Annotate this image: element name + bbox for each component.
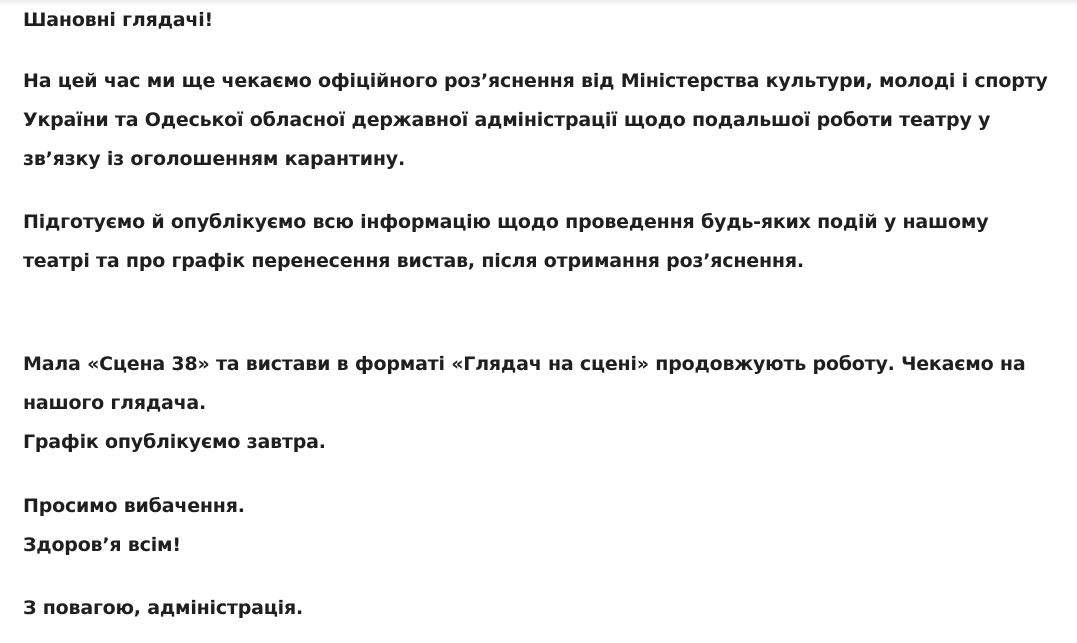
paragraph-line: театрі та про графік перенесення вистав, після отримання роз’яснення. — [23, 250, 804, 272]
paragraph-apology — [23, 487, 245, 565]
paragraph-line: Здоров’я всім! — [23, 534, 181, 556]
paragraph-line: Графік опублікуємо завтра. — [23, 431, 326, 453]
paragraph-line: України та Одеської обласної державної адміністрації щодо подальшої роботи театру у — [23, 109, 991, 131]
paragraph-line: Мала «Сцена 38» та вистави в форматі «Глядач на сцені» продовжують роботу. Чекаємо на — [23, 353, 1026, 375]
paragraph-line: На цей час ми ще чекаємо офіційного роз’яснення від Міністерства культури, молоді і спорту — [23, 70, 1048, 92]
paragraph-line: нашого глядача. — [23, 392, 207, 414]
greeting-text: Шановні глядачі! — [23, 9, 213, 31]
signature-text: З повагою, адміністрація. — [23, 597, 303, 619]
paragraph-awaiting-clarification — [23, 62, 1048, 179]
paragraph-line: Підготуємо й опублікуємо всю інформацію щодо проведення будь-яких подій у нашому — [23, 211, 989, 233]
paragraph-line: зв’язку із оголошенням карантину. — [23, 148, 405, 170]
paragraph-publish-info — [23, 203, 988, 281]
paragraph-stage-38 — [23, 345, 1025, 462]
paragraph-line: Просимо вибачення. — [23, 495, 245, 517]
